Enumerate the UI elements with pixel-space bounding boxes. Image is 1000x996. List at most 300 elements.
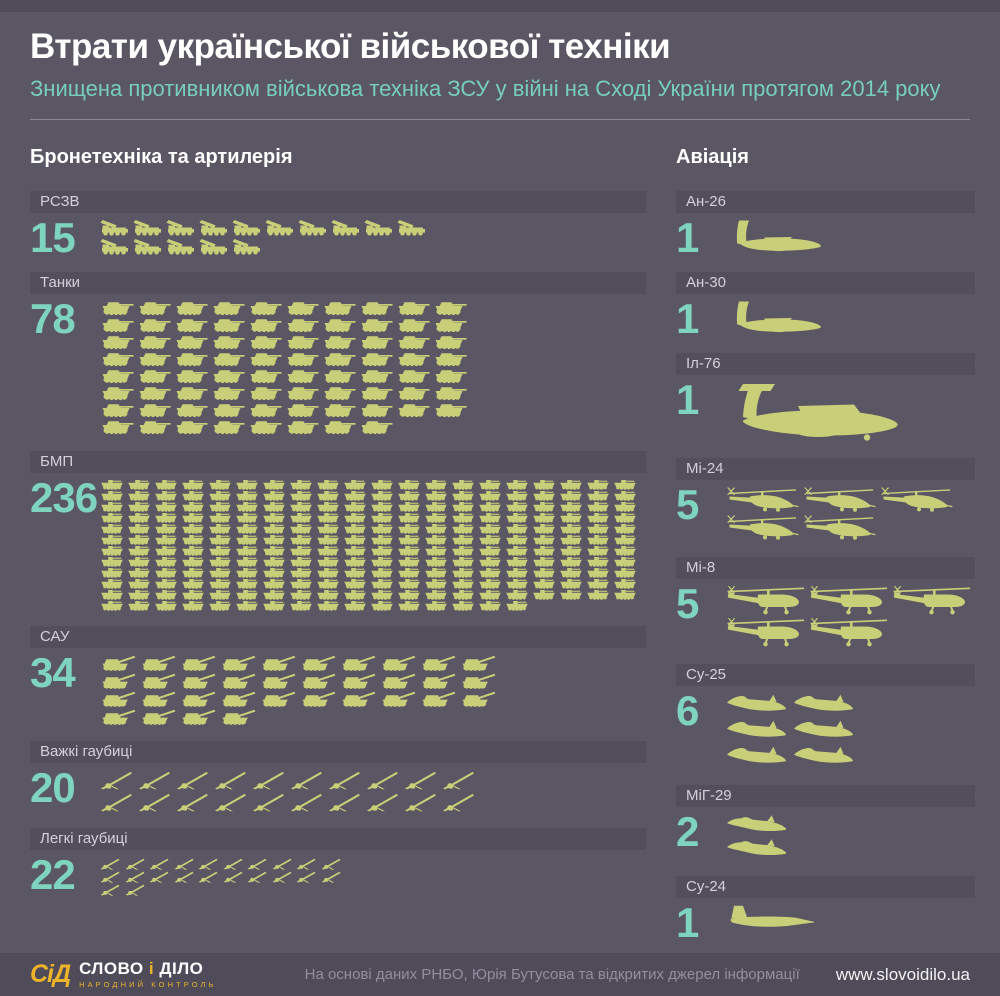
howitzer-light-icon [149,857,170,870]
plane-il-icon [726,382,904,444]
apc-icon [262,480,286,490]
category-body [676,808,975,862]
tank-icon [248,403,282,418]
apc-icon [559,502,583,512]
apc-icon [586,524,610,534]
category-icons [726,301,828,339]
apc-icon [613,579,637,589]
tank-icon [174,403,208,418]
howitzer-light-icon [296,870,317,883]
apc-icon [208,546,232,556]
howitzer-heavy-icon [442,792,476,812]
apc-icon [424,480,448,490]
apc-icon [586,513,610,523]
mlrs-icon [397,220,427,237]
tank-icon [100,386,134,401]
category-icons [726,586,975,650]
tank-icon [285,386,319,401]
category-body [30,214,646,261]
apc-icon [100,513,124,523]
apc-icon [451,579,475,589]
tank-icon [137,301,171,316]
apc-icon [316,568,340,578]
category-icons [726,487,959,543]
apc-icon [181,590,205,600]
apc-icon [262,502,286,512]
category-Танки [30,272,646,437]
tank-icon [285,403,319,418]
apc-icon [154,546,178,556]
tank-icon [359,403,393,418]
category-icons [726,693,862,771]
apc-icon [316,590,340,600]
tank-icon [137,352,171,367]
apc-icon [343,557,367,567]
jet-su25-icon [726,719,788,743]
apc-icon [505,513,529,523]
spg-icon [140,673,176,689]
apc-icon [370,557,394,567]
apc-icon [397,535,421,545]
category-label-bar [676,458,975,480]
tank-icon [322,403,356,418]
apc-icon [262,557,286,567]
spg-icon [300,655,336,671]
howitzer-heavy-icon [252,792,286,812]
apc-icon [397,502,421,512]
tank-icon [285,301,319,316]
category-label: РСЗВ [40,193,80,210]
tank-icon [137,369,171,384]
apc-icon [478,524,502,534]
category-label: Іл-76 [686,355,721,372]
apc-icon [100,524,124,534]
category-МіГ-29 [676,785,975,862]
apc-icon [235,590,259,600]
apc-icon [505,568,529,578]
apc-icon [424,590,448,600]
section-armor [30,120,646,955]
apc-icon [181,513,205,523]
category-body [30,474,646,612]
apc-icon [505,546,529,556]
apc-icon [127,579,151,589]
apc-icon [370,568,394,578]
tank-icon [211,369,245,384]
howitzer-heavy-icon [404,770,438,790]
apc-icon [154,557,178,567]
tank-icon [100,369,134,384]
tank-icon [359,386,393,401]
apc-icon [235,601,259,611]
category-count: 1 [676,899,699,946]
apc-icon [208,502,232,512]
spg-icon [180,655,216,671]
apc-icon [559,524,583,534]
apc-icon [208,524,232,534]
logo-main-text [79,960,217,977]
apc-icon [181,524,205,534]
apc-icon [397,568,421,578]
apc-icon [532,546,556,556]
category-label: Важкі гаубиці [40,743,133,760]
jet-su25-icon [793,719,855,743]
section-aviation-heading: Авіація [676,146,749,168]
logo-word-1: СЛОВО [79,959,144,978]
category-count: 1 [676,214,699,261]
tank-icon [100,403,134,418]
category-label-bar [30,272,646,294]
category-body [30,764,646,814]
apc-icon [397,579,421,589]
howitzer-heavy-icon [100,792,134,812]
apc-icon [154,601,178,611]
heli-mi8-icon [726,618,806,648]
tank-icon [248,301,282,316]
howitzer-light-icon [198,870,219,883]
apc-icon [424,524,448,534]
mlrs-icon [133,220,163,237]
tank-icon [248,369,282,384]
category-Іл-76 [676,353,975,444]
apc-icon [208,491,232,501]
apc-icon [370,579,394,589]
tank-icon [137,420,171,435]
spg-icon [140,709,176,725]
apc-icon [181,535,205,545]
apc-icon [100,601,124,611]
tank-icon [174,369,208,384]
apc-icon [370,590,394,600]
heli-mi24-icon [803,515,876,541]
apc-icon [532,557,556,567]
apc-icon [289,601,313,611]
howitzer-light-icon [223,870,244,883]
apc-icon [586,502,610,512]
apc-icon [208,535,232,545]
apc-icon [397,546,421,556]
spg-icon [100,673,136,689]
apc-icon [316,557,340,567]
apc-icon [100,590,124,600]
category-icons [726,905,816,941]
tank-icon [211,352,245,367]
category-Мі-8 [676,557,975,650]
apc-icon [559,480,583,490]
tank-icon [396,386,430,401]
apc-icon [208,513,232,523]
howitzer-light-icon [272,870,293,883]
apc-icon [181,557,205,567]
armor-category-list [30,191,646,896]
apc-icon [289,480,313,490]
apc-icon [181,568,205,578]
howitzer-light-icon [321,857,342,870]
apc-icon [559,557,583,567]
jet-mig29-icon [726,814,790,836]
apc-icon [559,491,583,501]
apc-icon [262,491,286,501]
apc-icon [559,513,583,523]
tank-icon [322,352,356,367]
apc-icon [478,579,502,589]
jet-su25-icon [726,693,788,717]
tank-icon [248,352,282,367]
apc-icon [289,590,313,600]
apc-icon [343,524,367,534]
slovoidilo-logo-text [79,960,217,989]
apc-icon [154,579,178,589]
spg-icon [340,655,376,671]
category-count: 78 [30,295,75,342]
mlrs-icon [199,220,229,237]
category-БМП [30,451,646,612]
apc-icon [154,502,178,512]
tank-icon [433,403,467,418]
category-icons [100,480,642,612]
tank-icon [285,369,319,384]
apc-icon [154,513,178,523]
howitzer-light-icon [125,870,146,883]
category-РСЗВ [30,191,646,261]
apc-icon [235,535,259,545]
apc-icon [208,557,232,567]
apc-icon [370,491,394,501]
aviation-category-list [676,191,975,946]
apc-icon [586,480,610,490]
apc-icon [559,568,583,578]
tank-icon [174,352,208,367]
content [0,120,1000,955]
tank-icon [396,369,430,384]
apc-icon [100,491,124,501]
jet-su25-icon [793,693,855,717]
apc-icon [532,480,556,490]
tank-icon [396,352,430,367]
apc-icon [262,590,286,600]
apc-icon [289,502,313,512]
category-label-bar [30,741,646,763]
footer [0,953,1000,996]
apc-icon [559,546,583,556]
category-count: 1 [676,376,699,423]
category-body [676,899,975,946]
category-icons [726,220,828,258]
apc-icon [451,601,475,611]
apc-icon [154,491,178,501]
tank-icon [211,335,245,350]
category-icons [726,382,906,444]
apc-icon [127,568,151,578]
tank-icon [248,318,282,333]
category-count: 1 [676,295,699,342]
category-label: САУ [40,628,70,645]
apc-icon [613,524,637,534]
category-body [676,376,975,444]
category-label-bar [30,191,646,213]
apc-icon [424,513,448,523]
tank-icon [396,318,430,333]
tank-icon [137,335,171,350]
apc-icon [613,502,637,512]
page-subtitle: Знищена противником військова техніка ЗСУ у війні на Сході України протягом 2014 року [30,76,941,101]
site-link[interactable]: www.slovoidilo.ua [835,964,970,984]
heli-mi24-icon [880,487,953,513]
apc-icon [316,513,340,523]
spg-icon [100,655,136,671]
howitzer-heavy-icon [328,792,362,812]
howitzer-light-icon [321,870,342,883]
apc-icon [100,502,124,512]
category-label-bar [676,557,975,579]
category-label: Легкі гаубиці [40,830,128,847]
apc-icon [127,557,151,567]
spg-icon [460,655,496,671]
howitzer-heavy-icon [176,770,210,790]
apc-icon [154,480,178,490]
mlrs-icon [166,220,196,237]
category-count: 236 [30,474,98,521]
logo-accent: і [148,959,155,978]
apc-icon [343,568,367,578]
apc-icon [343,590,367,600]
apc-icon [478,535,502,545]
spg-icon [180,691,216,707]
apc-icon [559,535,583,545]
category-Легкі гаубиці [30,828,646,896]
apc-icon [289,535,313,545]
apc-icon [370,513,394,523]
category-body [676,295,975,342]
apc-icon [586,557,610,567]
section-aviation [676,120,975,955]
apc-icon [451,546,475,556]
category-Ан-30 [676,272,975,342]
category-label: Су-24 [686,878,727,895]
apc-icon [208,480,232,490]
apc-icon [478,590,502,600]
apc-icon [262,513,286,523]
plane-an-icon [726,301,826,339]
category-label-bar [676,353,975,375]
category-label: БМП [40,453,74,470]
apc-icon [586,579,610,589]
tank-icon [322,318,356,333]
howitzer-light-icon [100,870,121,883]
jet-mig29-icon [726,838,790,860]
apc-icon [316,579,340,589]
tank-icon [100,318,134,333]
category-label: Мі-24 [686,460,724,477]
howitzer-light-icon [174,857,195,870]
spg-icon [220,691,256,707]
apc-icon [505,502,529,512]
mlrs-icon [265,220,295,237]
tank-icon [396,301,430,316]
tank-icon [211,420,245,435]
apc-icon [343,579,367,589]
tank-icon [285,420,319,435]
apc-icon [370,601,394,611]
apc-icon [181,502,205,512]
tank-icon [396,335,430,350]
mlrs-icon [364,220,394,237]
apc-icon [208,590,232,600]
apc-icon [370,524,394,534]
tank-icon [359,335,393,350]
apc-icon [262,579,286,589]
apc-icon [424,601,448,611]
apc-icon [505,480,529,490]
howitzer-light-icon [125,857,146,870]
apc-icon [235,568,259,578]
apc-icon [208,579,232,589]
howitzer-light-icon [198,857,219,870]
apc-icon [613,590,637,600]
apc-icon [559,590,583,600]
apc-icon [478,546,502,556]
category-Су-25 [676,664,975,771]
category-body [676,580,975,650]
spg-icon [380,673,416,689]
apc-icon [235,513,259,523]
howitzer-light-icon [247,857,268,870]
apc-icon [181,579,205,589]
jet-su25-icon [726,745,788,769]
apc-icon [235,546,259,556]
category-count: 34 [30,649,75,696]
apc-icon [613,546,637,556]
heli-mi24-icon [726,487,799,513]
apc-icon [451,557,475,567]
apc-icon [154,535,178,545]
category-САУ [30,626,646,727]
apc-icon [451,502,475,512]
howitzer-heavy-icon [176,792,210,812]
apc-icon [532,535,556,545]
apc-icon [343,480,367,490]
apc-icon [505,590,529,600]
category-label: Су-25 [686,666,727,683]
tank-icon [211,386,245,401]
howitzer-heavy-icon [214,770,248,790]
howitzer-light-icon [272,857,293,870]
howitzer-light-icon [174,870,195,883]
apc-icon [505,491,529,501]
apc-icon [235,579,259,589]
page-title: Втрати української військової техніки [30,27,671,66]
howitzer-heavy-icon [328,770,362,790]
spg-icon [380,655,416,671]
apc-icon [181,601,205,611]
tank-icon [433,318,467,333]
apc-icon [613,568,637,578]
category-count: 20 [30,764,75,811]
tank-icon [100,301,134,316]
tank-icon [285,318,319,333]
apc-icon [424,535,448,545]
source-note: На основі даних РНБО, Юрія Бутусова та відкритих джерел інформації [304,966,800,983]
howitzer-heavy-icon [214,792,248,812]
logo-sub-text: НАРОДНИЙ КОНТРОЛЬ [79,980,217,989]
apc-icon [505,557,529,567]
tank-icon [285,352,319,367]
heli-mi8-icon [892,586,972,616]
category-Су-24 [676,876,975,946]
apc-icon [154,524,178,534]
apc-icon [424,546,448,556]
apc-icon [100,535,124,545]
